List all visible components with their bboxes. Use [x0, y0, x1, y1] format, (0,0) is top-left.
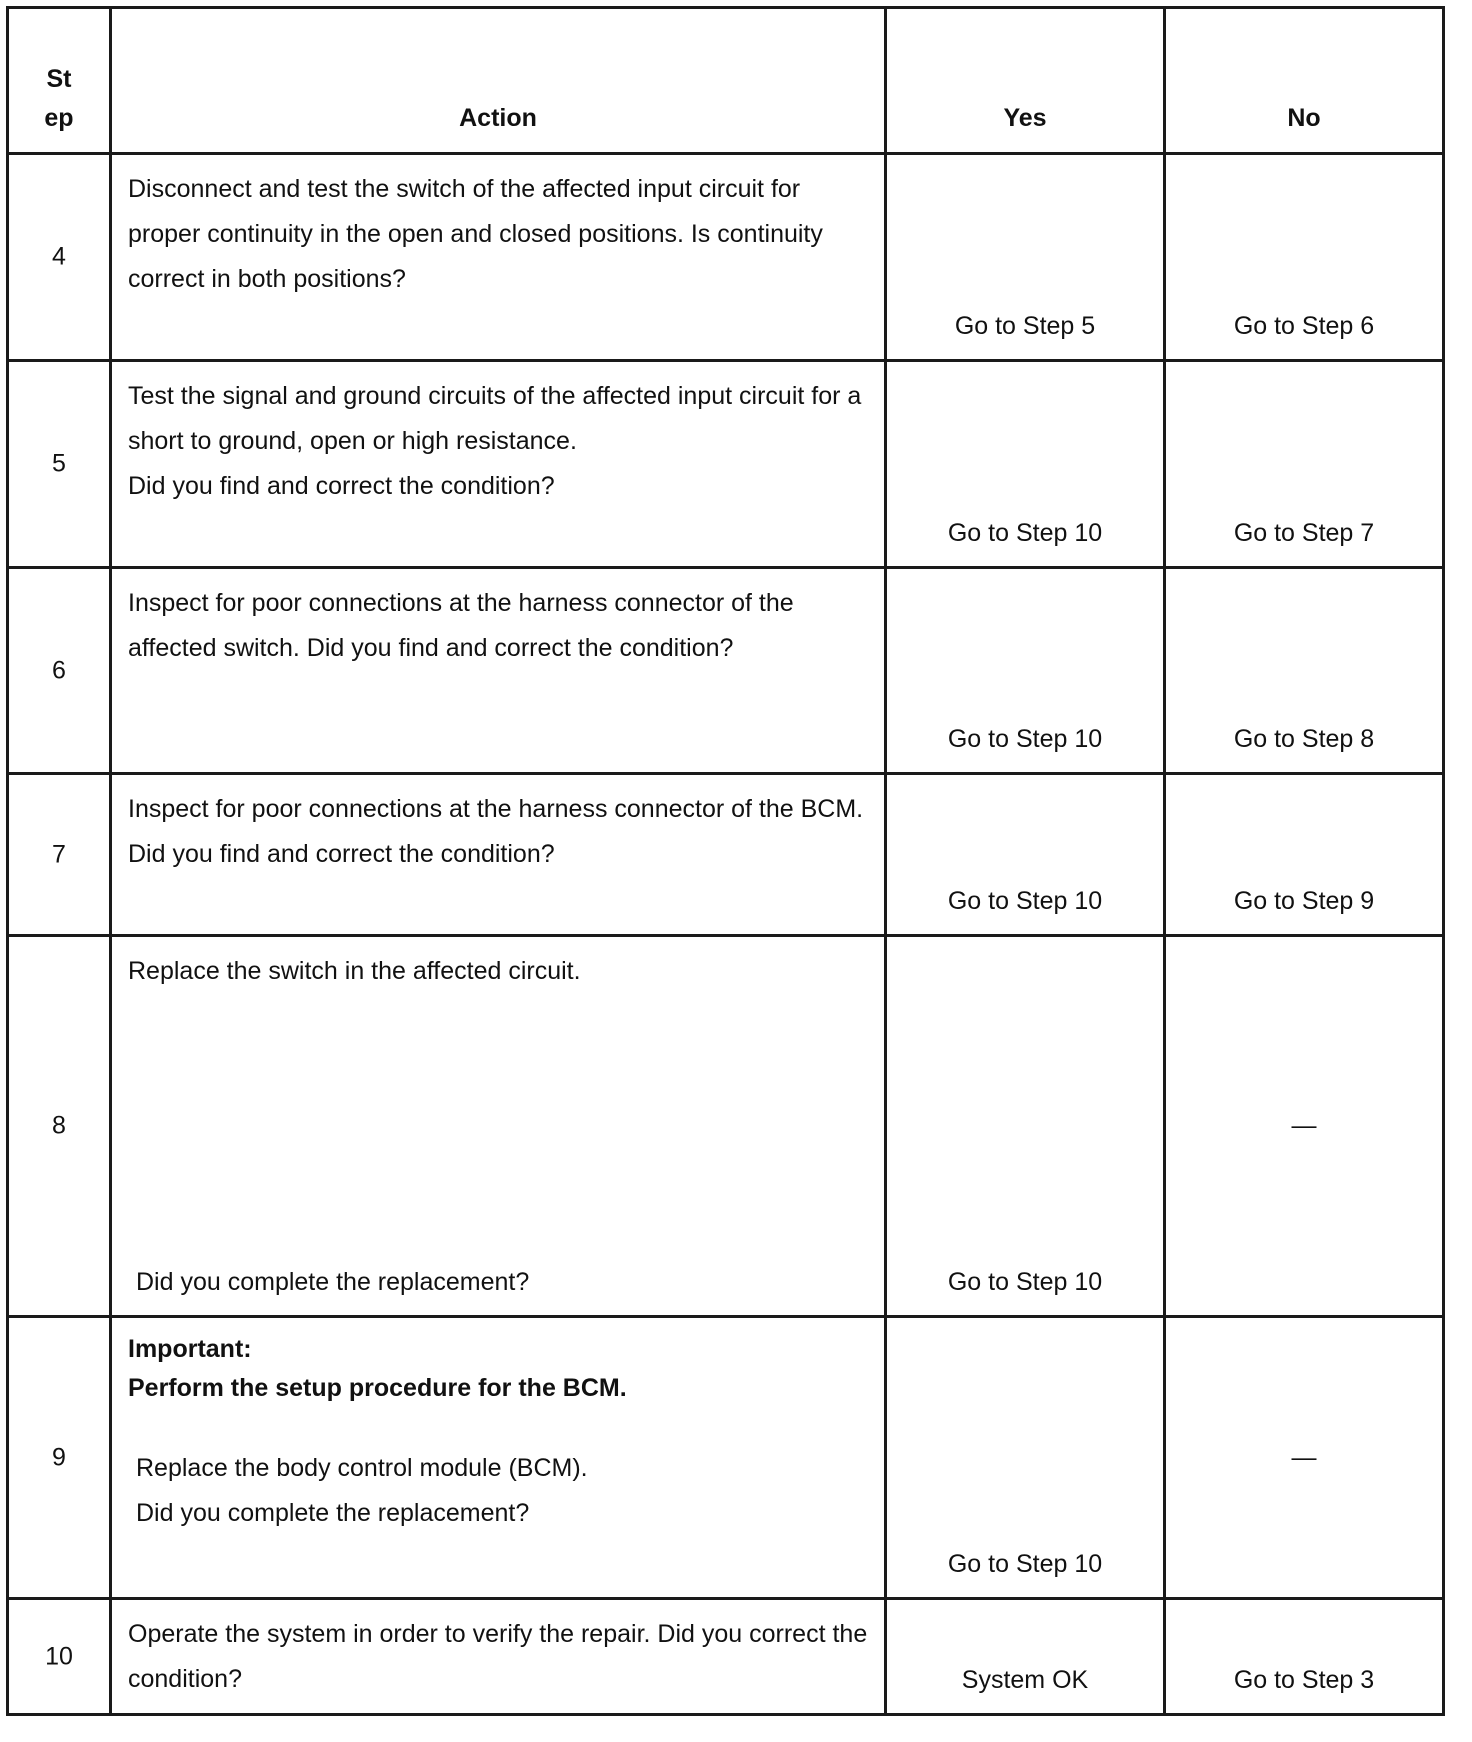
- action-text: Replace the body control module (BCM).: [136, 1454, 588, 1482]
- step-cell: 6: [8, 568, 111, 774]
- header-action: Action: [111, 8, 886, 154]
- no-cell: Go to Step 8: [1165, 568, 1444, 774]
- action-question: Did you find and correct the condition?: [128, 472, 555, 500]
- yes-cell: Go to Step 10: [886, 936, 1165, 1317]
- step-cell: 4: [8, 154, 111, 361]
- important-label: Important:: [128, 1335, 252, 1363]
- action-cell: [111, 154, 886, 361]
- action-cell: [111, 774, 886, 936]
- table-header-row: [8, 8, 1444, 154]
- action-question: Did you complete the replacement?: [136, 1499, 530, 1527]
- action-text: Test the signal and ground circuits of the affected input circuit for a short to ground, open or high resistance.: [128, 382, 862, 455]
- yes-cell: Go to Step 10: [886, 568, 1165, 774]
- action-text: Inspect for poor connections at the harness connector of the BCM. Did you find and correct the condition?: [128, 795, 864, 868]
- action-cell: [111, 936, 886, 1317]
- table-row: [8, 568, 1444, 774]
- yes-cell: Go to Step 10: [886, 361, 1165, 568]
- step-cell: 9: [8, 1317, 111, 1599]
- table-row: [8, 936, 1444, 1317]
- no-cell: Go to Step 9: [1165, 774, 1444, 936]
- header-no: No: [1165, 8, 1444, 154]
- action-text: Disconnect and test the switch of the affected input circuit for proper continuity in the open and closed positions. Is continuity correct in both positions?: [128, 175, 823, 293]
- no-cell: Go to Step 7: [1165, 361, 1444, 568]
- yes-cell: System OK: [886, 1599, 1165, 1715]
- header-step: St ep: [8, 8, 111, 154]
- header-yes: Yes: [886, 8, 1165, 154]
- yes-cell: Go to Step 5: [886, 154, 1165, 361]
- table-row: [8, 154, 1444, 361]
- action-question: Did you complete the replacement?: [136, 1268, 530, 1296]
- no-cell: —: [1165, 1317, 1444, 1599]
- table-row: [8, 1317, 1444, 1599]
- action-text: Operate the system in order to verify the repair. Did you correct the condition?: [128, 1620, 868, 1693]
- table-row: [8, 361, 1444, 568]
- no-cell: Go to Step 6: [1165, 154, 1444, 361]
- table-row: [8, 774, 1444, 936]
- step-cell: 7: [8, 774, 111, 936]
- action-cell: [111, 568, 886, 774]
- action-cell: [111, 361, 886, 568]
- action-text: Inspect for poor connections at the harness connector of the affected switch. Did you find and correct the condition?: [128, 589, 794, 662]
- step-cell: 8: [8, 936, 111, 1317]
- step-cell: 5: [8, 361, 111, 568]
- yes-cell: Go to Step 10: [886, 774, 1165, 936]
- action-text: Replace the switch in the affected circuit.: [128, 957, 581, 985]
- no-cell: Go to Step 3: [1165, 1599, 1444, 1715]
- diagnostic-table: [6, 6, 1445, 1716]
- table-row: [8, 1599, 1444, 1715]
- no-cell: —: [1165, 936, 1444, 1317]
- action-cell: [111, 1599, 886, 1715]
- step-cell: 10: [8, 1599, 111, 1715]
- action-cell: [111, 1317, 886, 1599]
- yes-cell: Go to Step 10: [886, 1317, 1165, 1599]
- important-text: Perform the setup procedure for the BCM.: [128, 1374, 627, 1402]
